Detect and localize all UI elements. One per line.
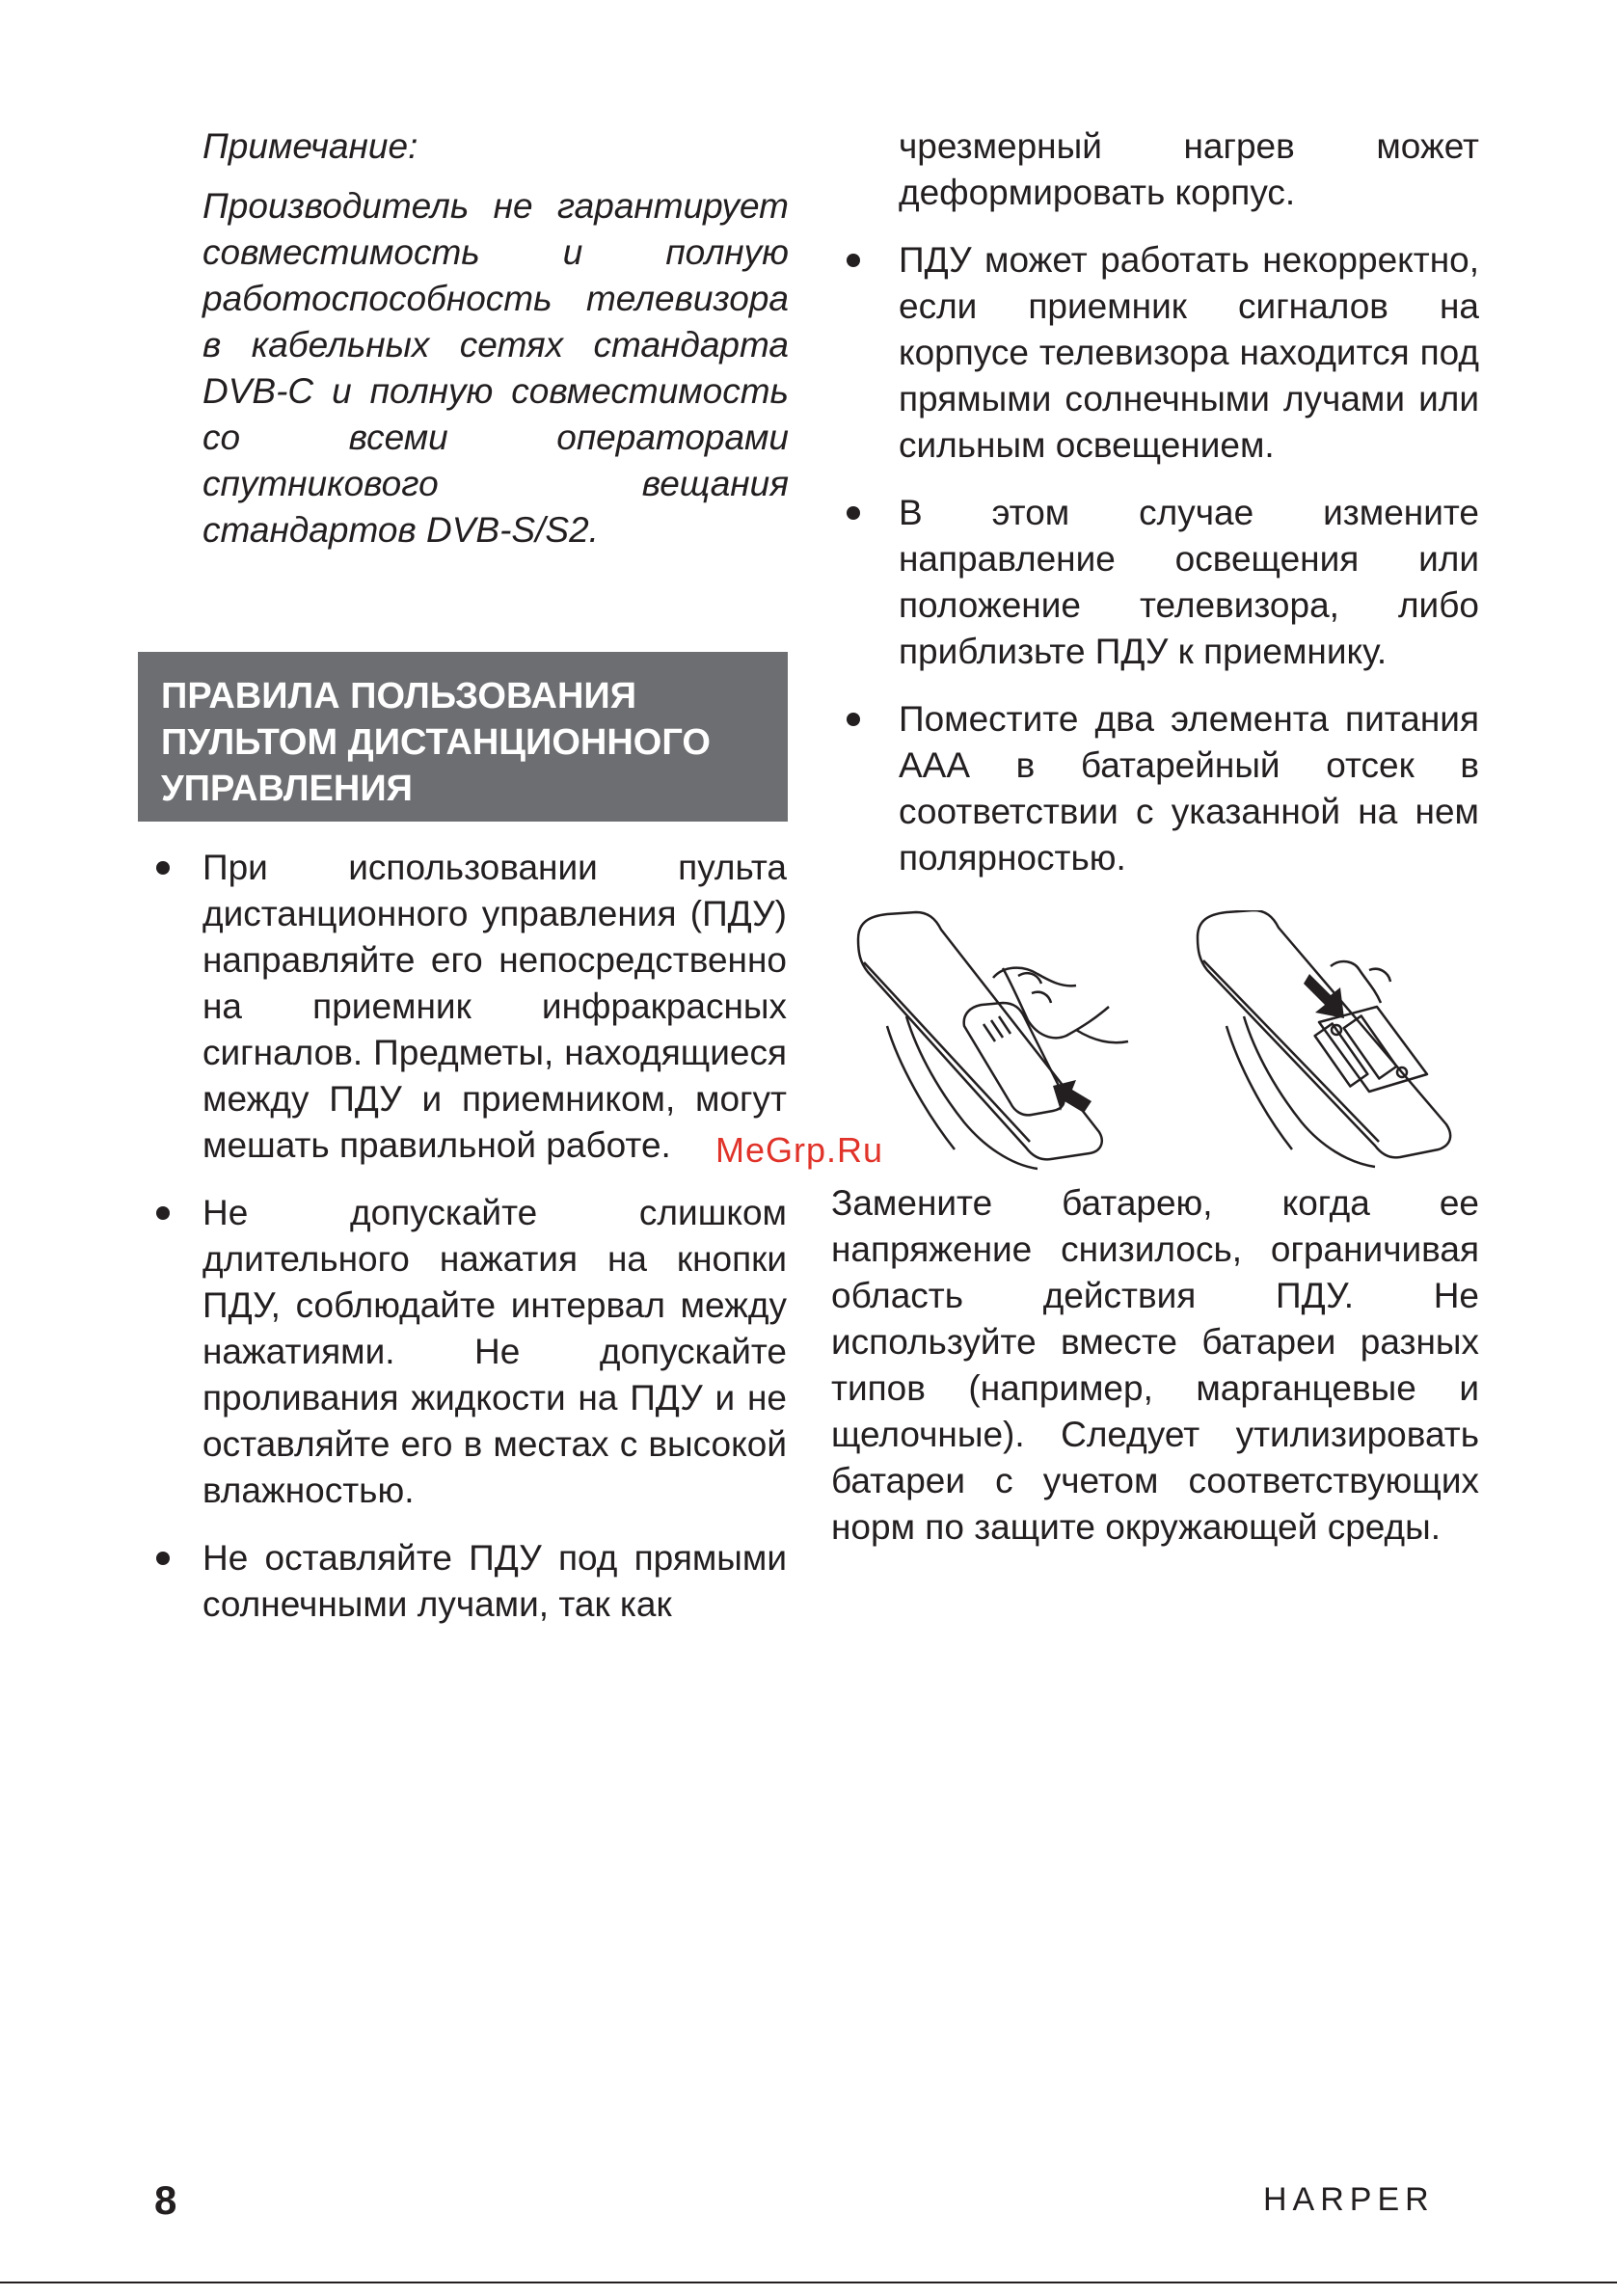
note-block — [152, 123, 789, 554]
battery-cover — [964, 1003, 1065, 1115]
bullet-icon — [847, 506, 860, 520]
left-bullet-list — [152, 845, 787, 1649]
brand-text: HARPER — [1263, 2181, 1435, 2218]
note-title: Примечание: — [202, 126, 418, 166]
compartment — [1319, 1007, 1427, 1092]
list-item — [831, 696, 1479, 881]
harper-logo — [1263, 2179, 1475, 2218]
list-item-text: Поместите два элемента питания ААА в батарейный отсек в соответствии с указанной на нем полярностью. — [899, 699, 1479, 878]
finger-curve — [993, 968, 1076, 986]
note-body: Производитель не гарантирует совместимость и полную работоспособность телевизора в кабельных сетях стандарта DVB-C и полную совместимость со всеми операторами спутникового вещания стандартов DVB-S/S2. — [202, 186, 789, 550]
bullet-icon — [847, 713, 860, 726]
list-item-text: В этом случае измените направление освещения или положение телевизора, либо приблизьте ПДУ к приемнику. — [899, 493, 1479, 671]
list-item-text: Не допускайте слишком длительного нажатия на кнопки ПДУ, соблюдайте интервал между нажатиями. Не допускайте проливания жидкости на ПДУ и не оставляйте его в местах с высокой влажностью. — [202, 1193, 787, 1510]
section-heading: ПРАВИЛА ПОЛЬЗОВАНИЯ ПУЛЬТОМ ДИСТАНЦИОННОГО УПРАВЛЕНИЯ — [138, 652, 788, 822]
list-item — [152, 1535, 787, 1628]
list-item — [152, 1190, 787, 1514]
list-item — [831, 237, 1479, 469]
list-item-text: Не оставляйте ПДУ под прямыми солнечными лучами, так как — [202, 1538, 787, 1624]
battery-compartment-figure — [1198, 910, 1450, 1167]
bullet-icon — [156, 861, 170, 875]
remote-edge — [864, 962, 1030, 1142]
remote-cover-removal-figure — [858, 912, 1128, 1169]
bullet-icon — [156, 1552, 170, 1565]
battery-replacement-text: Замените батарею, когда ее напряжение снизилось, ограничивая область действия ПДУ. Не используйте вместе батареи разных типов (например, марганцевые и щелочные). Следует утилизировать батареи с учетом соответствующих норм по защите окружающей среды. — [831, 1183, 1479, 1547]
right-column — [831, 123, 1479, 903]
page-number: 8 — [154, 2177, 177, 2223]
list-item — [152, 845, 787, 1169]
bullet-icon — [847, 254, 860, 267]
bullet-icon — [156, 1206, 170, 1220]
list-item — [831, 490, 1479, 675]
watermark: MeGrp.Ru — [715, 1130, 884, 1170]
remote-body-2 — [1198, 910, 1450, 1157]
battery-insertion-illustration — [849, 910, 1466, 1171]
list-item-text: При использовании пульта дистанционного управления (ПДУ) направляйте его непосредственно на приемник инфракрасных сигналов. Предметы, находящиеся между ПДУ и приемником, могут мешать правильной работе. — [202, 848, 787, 1165]
cover-ridge — [984, 1016, 1011, 1041]
right-bullet-list — [831, 237, 1479, 881]
bottom-rule — [0, 2282, 1617, 2283]
holding-hand — [887, 1016, 1038, 1169]
left-column — [152, 123, 789, 554]
continued-text: чрезмерный нагрев может деформировать корпус. — [899, 126, 1479, 212]
list-item-text: ПДУ может работать некорректно, если приемник сигналов на корпусе телевизора находится под прямыми солнечными лучами или сильным освещением. — [899, 240, 1479, 465]
